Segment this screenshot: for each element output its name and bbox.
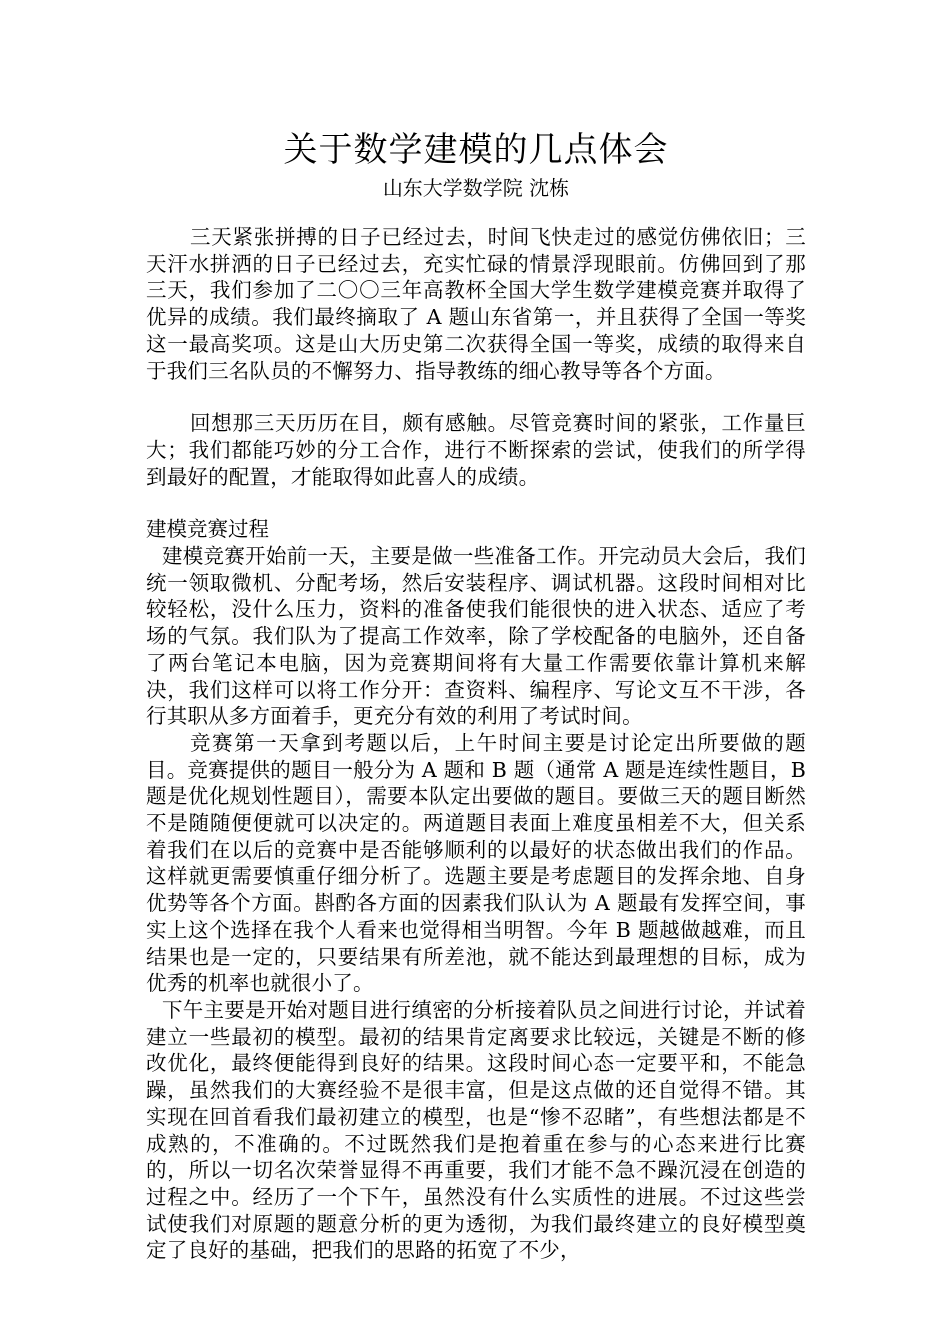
body-paragraph-1: 三天紧张拼搏的日子已经过去，时间飞快走过的感觉仿佛依旧；三天汗水拼洒的日子已经过去，充实忙碌的情景浮现眼前。仿佛回到了那三天，我们参加了二〇〇三年高教杯全国大学生数学建模竞赛并取得了优异的成绩。我们最终摘取了 A 题山东省第一，并且获得了全国一等奖这一最高奖项。这是山大历史第二次获得全国一等奖，成绩的取得来自于我们三名队员的不懈努力、指导教练的细心教导等各个方面。 [146, 225, 806, 383]
document-title: 关于数学建模的几点体会 [283, 130, 669, 170]
section-paragraph-1: 建模竞赛开始前一天，主要是做一些准备工作。开完动员大会后，我们统一领取微机、分配考场，然后安装程序、调试机器。这段时间相对比较轻松，没什么压力，资料的准备使我们能很快的进入状态、适应了考场的气氛。我们队为了提高工作效率，除了学校配备的电脑外，还自备了两台笔记本电脑，因为竞赛期间将有大量工作需要依靠计算机来解决，我们这样可以将工作分开：查资料、编程序、写论文互不干涉，各行其职从多方面着手，更充分有效的利用了考试时间。 [146, 544, 806, 729]
section-paragraph-3: 下午主要是开始对题目进行缜密的分析接着队员之间进行讨论，并试着建立一些最初的模型。最初的结果肯定离要求比较远，关键是不断的修改优化，最终便能得到良好的结果。这段时间心态一定要平和，不能急躁，虽然我们的大赛经验不是很丰富，但是这点做的还自觉得不错。其实现在回首看我们最初建立的模型，也是“惨不忍睹”，有些想法都是不成熟的，不准确的。不过既然我们是抱着重在参与的心态来进行比赛的，所以一切名次荣誉显得不再重要，我们才能不急不躁沉浸在创造的过程之中。经历了一个下午，虽然没有什么实质性的进展。不过这些尝试使我们对原题的题意分析的更为透彻，为我们最终建立的良好模型奠定了良好的基础，把我们的思路的拓宽了不少， [146, 997, 806, 1263]
paragraph-gap [146, 384, 806, 410]
document-page [146, 126, 806, 1264]
document-author: 山东大学数学院 沈栋 [382, 176, 570, 200]
section-heading: 建模竞赛过程 [146, 517, 269, 542]
section-paragraph-2: 竞赛第一天拿到考题以后，上午时间主要是讨论定出所要做的题目。竞赛提供的题目一般分为 A 题和 B 题（通常 A 题是连续性题目，B 题是优化规划性题目），需要本队定出要做的题目。要做三天的题目断然不是随随便便就可以决定的。两道题目表面上难度虽相差不大，但关系着我们在以后的竞赛中是否能够顺利的以最好的状态做出我们的作品。这样就更需要慎重仔细分析了。选题主要是考虑题目的发挥余地、自身优势等各个方面。斟酌各方面的因素我们队认为 A 题最有发挥空间，事实上这个选择在我个人看来也觉得相当明智。今年 B 题越做越难，而且结果也是一定的，只要结果有所差池，就不能达到最理想的目标，成为优秀的机率也就很小了。 [146, 730, 806, 996]
body-paragraph-2: 回想那三天历历在目，颇有感触。尽管竞赛时间的紧张，工作量巨大；我们都能巧妙的分工合作，进行不断探索的尝试，使我们的所学得到最好的配置，才能取得如此喜人的成绩。 [146, 411, 806, 489]
paragraph-gap [146, 490, 806, 516]
